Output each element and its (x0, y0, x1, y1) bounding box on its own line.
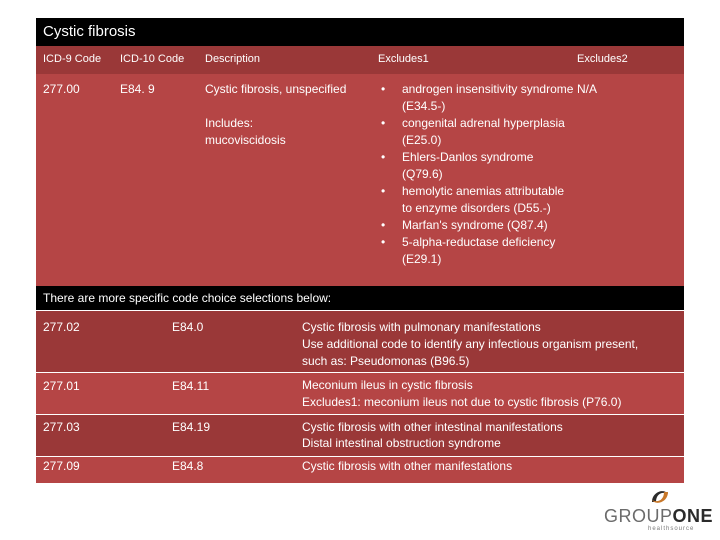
excludes1-item: • 5-alpha-reductase deficiency (E29.1) (376, 234, 576, 268)
excludes1-item: • Marfan's syndrome (Q87.4) (376, 217, 576, 234)
row-description-line: Cystic fibrosis with other intestinal manifestations (302, 420, 563, 434)
includes-label: Includes: (205, 116, 254, 130)
header-icd9: ICD-9 Code (43, 53, 102, 65)
header-description: Description (205, 53, 261, 65)
logo-wordmark (604, 506, 713, 527)
header-icd10: ICD-10 Code (120, 53, 185, 65)
row-icd10: E84.19 (172, 420, 211, 434)
logo-subtitle: healthsource (648, 526, 695, 532)
main-icd9: 277.00 (43, 82, 80, 96)
table-header-row (36, 46, 684, 74)
includes-value: mucoviscidosis (205, 133, 286, 147)
main-icd10: E84. 9 (120, 82, 155, 96)
logo-word-group: GROUP (604, 506, 673, 526)
table-row (36, 372, 684, 414)
header-excludes2: Excludes2 (577, 53, 628, 65)
row-icd9: 277.02 (43, 320, 80, 334)
row-description-line: Use additional code to identify any infectious organism present, (302, 337, 639, 351)
table-row (36, 414, 684, 456)
row-icd9: 277.01 (43, 379, 80, 393)
row-description-line: Excludes1: meconium ileus not due to cystic fibrosis (P76.0) (302, 395, 622, 409)
row-description-line: Distal intestinal obstruction syndrome (302, 436, 501, 450)
row-icd9: 277.03 (43, 420, 80, 434)
row-description-line: Cystic fibrosis with other manifestations (302, 459, 513, 473)
row-icd10: E84.0 (172, 320, 204, 334)
row-description-line: such as: Pseudomonas (B96.5) (302, 354, 470, 368)
excludes1-item: • Ehlers-Danlos syndrome (Q79.6) (376, 149, 576, 183)
excludes1-item: • congenital adrenal hyperplasia (E25.0) (376, 115, 576, 149)
header-excludes1: Excludes1 (378, 53, 429, 65)
groupone-logo (600, 488, 716, 534)
logo-swirl-icon (648, 486, 672, 508)
table-row (36, 456, 684, 483)
more-codes-note: There are more specific code choice selections below: (36, 286, 684, 310)
excludes1-list (376, 81, 576, 268)
excludes1-item: • androgen insensitivity syndrome (E34.5-) (376, 81, 576, 115)
row-description-line: Cystic fibrosis with pulmonary manifestations (302, 320, 541, 334)
row-icd10: E84.8 (172, 459, 204, 473)
row-icd10: E84.11 (172, 379, 210, 393)
row-description-line: Meconium ileus in cystic fibrosis (302, 378, 473, 392)
main-description: Cystic fibrosis, unspecified (205, 82, 347, 96)
excludes1-item: • hemolytic anemias attributable to enzyme disorders (D55.-) (376, 183, 576, 217)
main-excludes2: N/A (577, 82, 598, 96)
row-icd9: 277.09 (43, 459, 80, 473)
main-code-row (36, 74, 684, 286)
logo-word-one: ONE (672, 506, 714, 526)
table-row (36, 310, 684, 372)
slide-title: Cystic fibrosis (36, 18, 684, 46)
